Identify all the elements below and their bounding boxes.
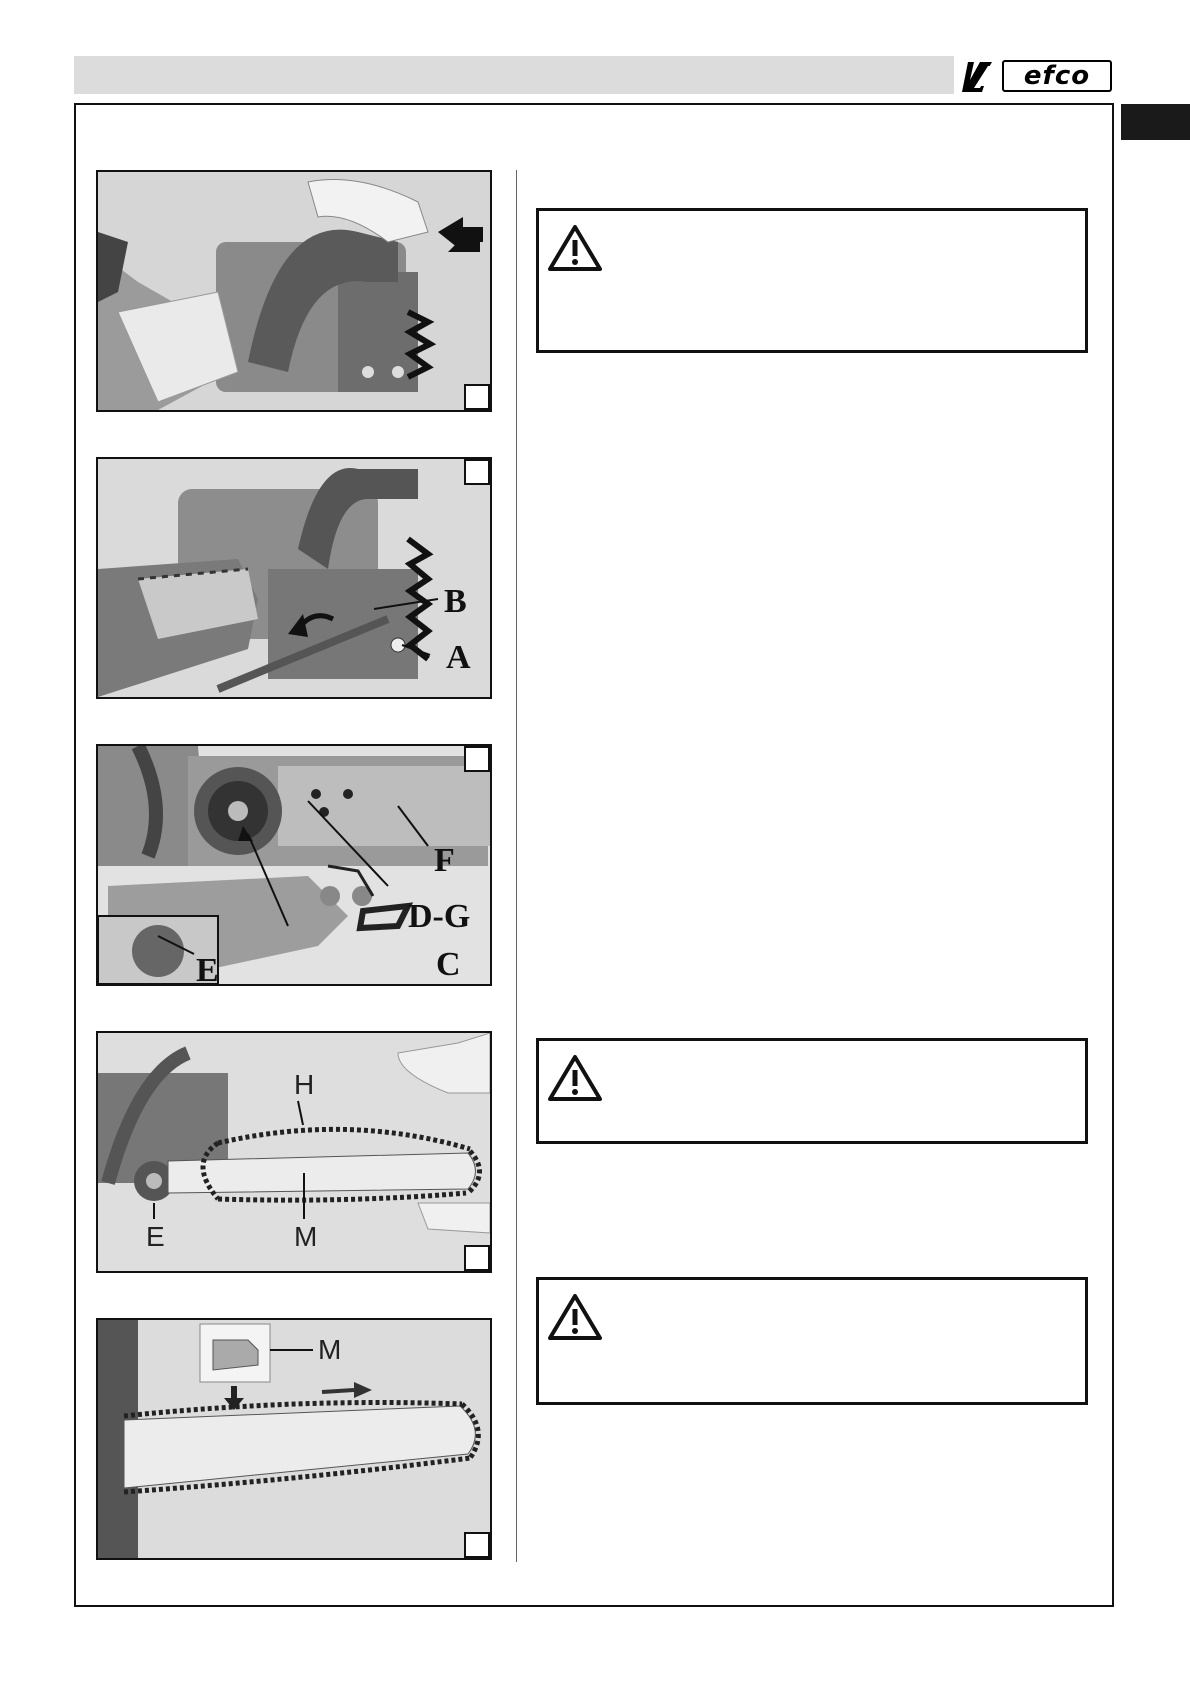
callout-label: C (436, 946, 461, 983)
efco-logo (958, 56, 1114, 96)
warning-triangle-icon (547, 223, 603, 273)
figure-5-photo (96, 1318, 492, 1560)
callout-label: F (434, 842, 455, 879)
figure-number-box (464, 746, 490, 772)
callout-label: M (294, 1221, 318, 1252)
figure-number-box (464, 1245, 490, 1271)
callout-label: M (318, 1334, 342, 1365)
callout-label: A (446, 639, 471, 676)
column-divider (516, 170, 517, 1562)
figure-3-photo (96, 744, 492, 986)
warning-triangle-icon (547, 1292, 603, 1342)
figure-1-photo (96, 170, 492, 412)
callout-label: D-G (408, 898, 471, 935)
header-bar (74, 56, 954, 94)
warning-box-2 (536, 1038, 1088, 1144)
efco-logo-mark-icon (958, 58, 998, 94)
warning-box-3 (536, 1277, 1088, 1405)
callout-label: E (146, 1221, 165, 1252)
chainsaw-bar-mount-illustration (98, 746, 490, 984)
efco-wordmark: efco (1002, 60, 1112, 92)
warning-triangle-icon (547, 1053, 603, 1103)
callout-label: E (196, 952, 219, 986)
figure-number-box (464, 1532, 490, 1558)
chain-direction-illustration (98, 1320, 490, 1558)
figure-number-box (464, 459, 490, 485)
callout-label: H (294, 1069, 315, 1100)
chainsaw-side-cover-illustration (98, 459, 490, 697)
figure-number-box (464, 384, 490, 410)
section-tab (1121, 104, 1190, 140)
callout-label: B (444, 583, 467, 620)
figure-4-photo (96, 1031, 492, 1273)
chainsaw-hand-guard-illustration (98, 172, 490, 410)
figure-2-photo (96, 457, 492, 699)
warning-box-1 (536, 208, 1088, 353)
